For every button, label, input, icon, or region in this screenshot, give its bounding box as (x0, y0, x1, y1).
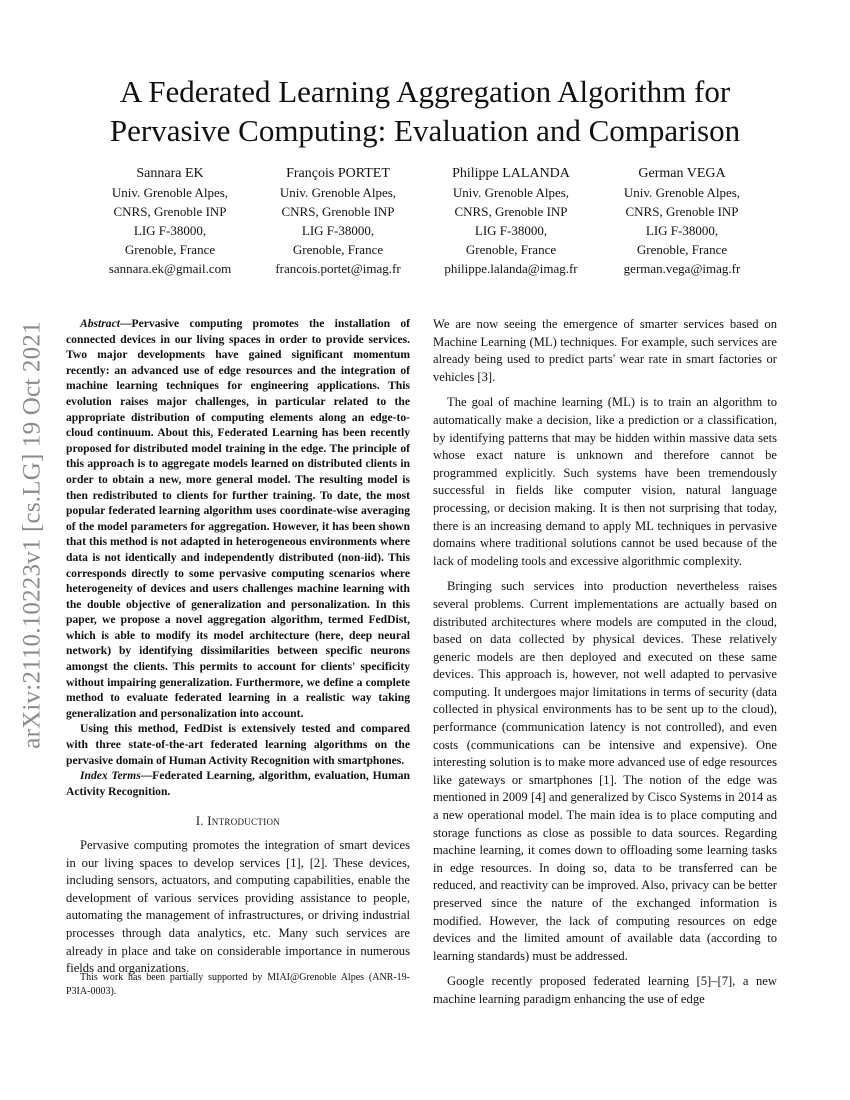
author-affiliation: Grenoble, France (636, 242, 728, 257)
section-number: I. (195, 814, 204, 829)
author-affiliation: Univ. Grenoble Alpes, (111, 185, 229, 200)
paper-title (40, 72, 810, 150)
body-paragraph: Google recently proposed federated learning [5]–[7], a new machine learning paradigm enhancing the use of edge (433, 974, 777, 1006)
author-affiliation: Univ. Grenoble Alpes, (452, 185, 570, 200)
author-email: sannara.ek@gmail.com (108, 261, 232, 276)
body-paragraph: Bringing such services into production nevertheless raises several problems. Current implementations are actually based on distributed architectures where models are computed in the cloud, based on data collected by physical devices. These relatively generic models are then deployed and executed on these same devices. This approach is, however, not well adapted to pervasive computing. It undergoes major limitations in terms of security (data collected in physical environments has to be sent up to the cloud), performance (communication latency is not controlled), and even costs (communications can be intensive and expensive). One interesting solution is to make more advanced use of edge resources like gateways or smartphones [1]. The notion of the edge was mentioned in 2009 [4] and generalized by Cisco Systems in 2014 as a new operational model. The main idea is to place computing and storage functions as close as possible to data sources. Regarding machine learning, it comes down to offloading some learning tasks in edge resources. In doing so, data to be transferred can be reduced, and reactivity can be improved. Also, privacy can be better preserved since the nature of the exchanged information is modified. However, the lack of computing resources on edge devices and the limited amount of available data (according to learning standards) must be addressed. (433, 579, 777, 963)
author-card (421, 164, 601, 278)
author-affiliation: CNRS, Grenoble INP (625, 204, 739, 219)
abstract-paragraph (66, 316, 410, 721)
author-affiliation: LIG F-38000, (645, 223, 719, 238)
author-affiliation: LIG F-38000, (301, 223, 375, 238)
author-affiliation: Univ. Grenoble Alpes, (623, 185, 741, 200)
author-affiliation: Grenoble, France (292, 242, 384, 257)
author-affiliation: Univ. Grenoble Alpes, (279, 185, 397, 200)
author-affiliation: Grenoble, France (124, 242, 216, 257)
abstract-text: —Pervasive computing promotes the installation of connected devices in our living spaces in order to provide services. Two major developments have gained significant momentum recently: an advanced use of edge resources and the integration of machine learning techniques for engineering applications. This evolution raises major challenges, in particular related to the appropriate distribution of computing elements along an edge-to-cloud continuum. About this, Federated Learning has been recently proposed for distributed model training in the edge. The principle of this approach is to aggregate models learned on distributed clients in order to obtain a new, more general model. The resulting model is then redistributed to clients for further training. To date, the most popular federated learning algorithm uses coordinate-wise averaging of the model parameters for aggregation. However, it has been shown that this method is not adapted in heterogeneous environments where data is not identically and independently distributed (non-iid). This corresponds directly to some pervasive computing scenarios where heterogeneity of devices and users challenges machine learning with the double objective of generalization and personalization. In this paper, we propose a novel aggregation algorithm, termed FedDist, which is able to modify its model architecture (here, deep neural network) by identifying dissimilarities between specific neurons amongst the clients. This permits to account for clients' specificity without impairing generalization. Furthermore, we define a complete method to evaluate federated learning in a realistic way taking generalization and personalization into account. (66, 317, 410, 720)
author-email: francois.portet@imag.fr (275, 261, 401, 276)
index-terms-label: Index Terms (80, 769, 141, 783)
author-email: philippe.lalanda@imag.fr (444, 261, 578, 276)
body-paragraph: We are now seeing the emergence of smarter services based on Machine Learning (ML) techniques. For example, such services are already being used to predict parts' wear rate in smart factories or vehicles [3]. (433, 317, 777, 384)
body-paragraph: The goal of machine learning (ML) is to train an algorithm to automatically make a decision, like a prediction or a classification, by identifying patterns that may be hidden within massive data sets whose exact nature is unknown and therefore cannot be programmed explicitly. Such systems have been tremendously successful in fields like computer vision, natural language processing, or decision making. It is then not surprising that today, there is an increasing demand to apply ML techniques in pervasive domains where traditional solutions cannot be used because of the lack of modeling tools and excessive algorithmic complexity. (433, 395, 777, 568)
author-name: Sannara EK (136, 166, 204, 181)
author-affiliation: LIG F-38000, (474, 223, 548, 238)
author-card (248, 164, 428, 278)
author-name: François PORTET (286, 166, 390, 181)
author-email: german.vega@imag.fr (623, 261, 741, 276)
section-title: Introduction (207, 814, 281, 829)
author-affiliation: CNRS, Grenoble INP (113, 204, 227, 219)
author-card (592, 164, 772, 278)
abstract-paragraph-2: Using this method, FedDist is extensively tested and compared with three state-of-the-art federated learning algorithms on the pervasive domain of Human Activity Recognition with smartphones. (66, 722, 410, 767)
section-heading-introduction (66, 813, 410, 831)
abstract-label: Abstract (80, 317, 120, 330)
author-block (0, 164, 850, 274)
paper-title-line-1: A Federated Learning Aggregation Algorithm for (119, 74, 731, 109)
right-column (433, 316, 777, 1009)
author-name: German VEGA (638, 166, 726, 181)
author-card (80, 164, 260, 278)
index-terms (66, 768, 410, 799)
body-paragraph: Pervasive computing promotes the integration of smart devices in our living spaces to develop services [1], [2]. These devices, including sensors, actuators, and computing capabilities, enable the development of various services providing assistance to people, automating the management of infrastructures, or driving industrial processes through data analytics, etc. Many such services are already in place and take on considerable importance in numerous fields and organizations. (66, 838, 410, 976)
footnote-text: This work has been partially supported by MIAI@Grenoble Alpes (ANR-19-P3IA-0003). (66, 972, 410, 997)
author-affiliation: LIG F-38000, (133, 223, 207, 238)
paper-title-line-2: Pervasive Computing: Evaluation and Comparison (109, 113, 741, 148)
arxiv-identifier-text: arXiv:2110.10223v1 [cs.LG] 19 Oct 2021 (19, 321, 46, 749)
left-column (66, 316, 410, 978)
author-affiliation: CNRS, Grenoble INP (281, 204, 395, 219)
index-terms-text: —Federated Learning, algorithm, evaluation, Human Activity Recognition. (66, 769, 410, 798)
footnote (66, 971, 410, 998)
author-affiliation: CNRS, Grenoble INP (454, 204, 568, 219)
author-affiliation: Grenoble, France (465, 242, 557, 257)
author-name: Philippe LALANDA (452, 166, 570, 181)
arxiv-identifier (2, 300, 64, 770)
